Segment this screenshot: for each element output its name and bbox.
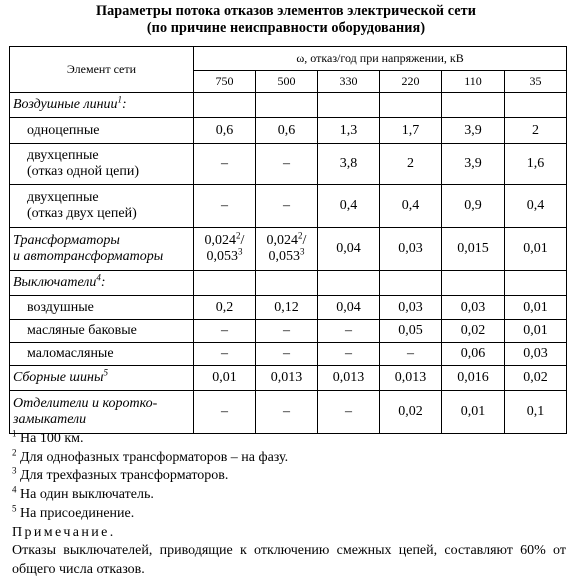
table-cell: 0,024$^2$/ 0,053$^3$ — [194, 228, 256, 271]
table-cell: 1,6 — [505, 144, 567, 185]
table-cell: – — [318, 391, 380, 434]
header-voltage: 330 — [318, 71, 380, 93]
table-cell: 3,9 — [442, 118, 505, 144]
table-cell: 0,02 — [505, 366, 567, 391]
table-cell: – — [318, 343, 380, 366]
header-voltage: 35 — [505, 71, 567, 93]
row-label: маломасляные — [10, 343, 194, 366]
table-cell: 0,4 — [380, 185, 442, 228]
header-voltage: 220 — [380, 71, 442, 93]
table-cell: 0,6 — [194, 118, 256, 144]
table-cell: 0,02 — [380, 391, 442, 434]
table-cell: – — [318, 320, 380, 343]
table-cell: 0,12 — [256, 296, 318, 320]
title-line-1: Параметры потока отказов элементов электрической сети — [95, 3, 477, 19]
table-cell: – — [256, 391, 318, 434]
header-row-1 — [10, 47, 567, 71]
table-cell: 0,6 — [256, 118, 318, 144]
footnotes — [12, 430, 288, 542]
table-row — [10, 296, 567, 320]
table-cell: 2 — [505, 118, 567, 144]
table-cell: – — [256, 185, 318, 228]
footnote: $^1$ На 100 км. — [12, 428, 84, 446]
note-text: Отказы выключателей, приводящие к отключению смежных цепей, составляют 60% от общего числа отказов. — [12, 543, 566, 577]
table-cell: 1,7 — [380, 118, 442, 144]
footnote: $^2$ Для однофазных трансформаторов – на фазу. — [12, 447, 289, 465]
table-cell: – — [194, 391, 256, 434]
table-cell: – — [194, 144, 256, 185]
footnote: $^4$ На один выключатель. — [12, 484, 154, 503]
table-cell: 0,01 — [505, 320, 567, 343]
table-cell: – — [380, 343, 442, 366]
table-cell: 0,1 — [505, 391, 567, 434]
failure-rate-table — [9, 46, 567, 434]
table-cell: 0,03 — [442, 296, 505, 320]
table-cell: 0,016 — [442, 366, 505, 391]
table-cell: 0,03 — [380, 296, 442, 320]
table-cell: 0,01 — [505, 228, 567, 271]
table-cell: 0,01 — [442, 391, 505, 434]
title-line-2: (по причине неисправности оборудования) — [146, 20, 426, 36]
header-voltage: 110 — [442, 71, 505, 93]
table-row — [10, 228, 567, 271]
table-cell: 0,013 — [318, 366, 380, 391]
table-cell: 0,04 — [318, 296, 380, 320]
row-label: масляные баковые — [10, 320, 194, 343]
table-row — [10, 93, 567, 118]
header-omega: ω, отказ/год при напряжении, кВ — [194, 47, 567, 71]
row-label: Отделители и коротко- замыкатели — [10, 391, 194, 434]
table-cell: 0,9 — [442, 185, 505, 228]
table-cell: – — [256, 343, 318, 366]
table-cell: 0,06 — [442, 343, 505, 366]
row-label: Выключатели$^4$: — [10, 271, 194, 296]
table-cell: 0,4 — [318, 185, 380, 228]
table-cell: 1,3 — [318, 118, 380, 144]
table-cell: 0,03 — [380, 228, 442, 271]
table-cell: 0,024$^2$/ 0,053$^3$ — [256, 228, 318, 271]
row-label: двухцепные (отказ одной цепи) — [10, 144, 194, 185]
table-cell: 0,013 — [256, 366, 318, 391]
row-label: Воздушные линии$^1$: — [10, 93, 194, 118]
table-cell: 0,4 — [505, 185, 567, 228]
row-label: Сборные шины$^5$ — [10, 366, 194, 391]
table-row — [10, 366, 567, 391]
table-cell: 0,02 — [442, 320, 505, 343]
table-cell: 0,013 — [380, 366, 442, 391]
row-label: Трансформаторы и автотрансформаторы — [10, 228, 194, 271]
table-row — [10, 271, 567, 296]
table-cell: 0,05 — [380, 320, 442, 343]
table-cell: – — [194, 185, 256, 228]
table-cell: 3,9 — [442, 144, 505, 185]
table-row — [10, 391, 567, 434]
table-cell: 0,2 — [194, 296, 256, 320]
table-cell: 0,04 — [318, 228, 380, 271]
row-label: одноцепные — [10, 118, 194, 144]
footnote: $^5$ На присоединение. — [12, 503, 135, 521]
table-row — [10, 185, 567, 228]
table-row — [10, 144, 567, 185]
table-cell: – — [256, 144, 318, 185]
table-row — [10, 320, 567, 343]
note-heading: Примечание. — [12, 524, 116, 540]
table-cell: – — [194, 343, 256, 366]
row-label: воздушные — [10, 296, 194, 320]
table-row — [10, 118, 567, 144]
header-element: Элемент сети — [10, 47, 194, 93]
table-cell: 0,015 — [442, 228, 505, 271]
table-cell: – — [256, 320, 318, 343]
table-cell: 0,01 — [505, 296, 567, 320]
table-cell: 2 — [380, 144, 442, 185]
row-label: двухцепные (отказ двух цепей) — [10, 185, 194, 228]
footnote: $^3$ Для трехфазных трансформаторов. — [12, 465, 229, 484]
table-cell: 0,01 — [194, 366, 256, 391]
document-title — [0, 0, 572, 37]
table-cell: 0,03 — [505, 343, 567, 366]
header-voltage: 750 — [194, 71, 256, 93]
table-cell: – — [194, 320, 256, 343]
table-row — [10, 343, 567, 366]
table-cell: 3,8 — [318, 144, 380, 185]
header-voltage: 500 — [256, 71, 318, 93]
